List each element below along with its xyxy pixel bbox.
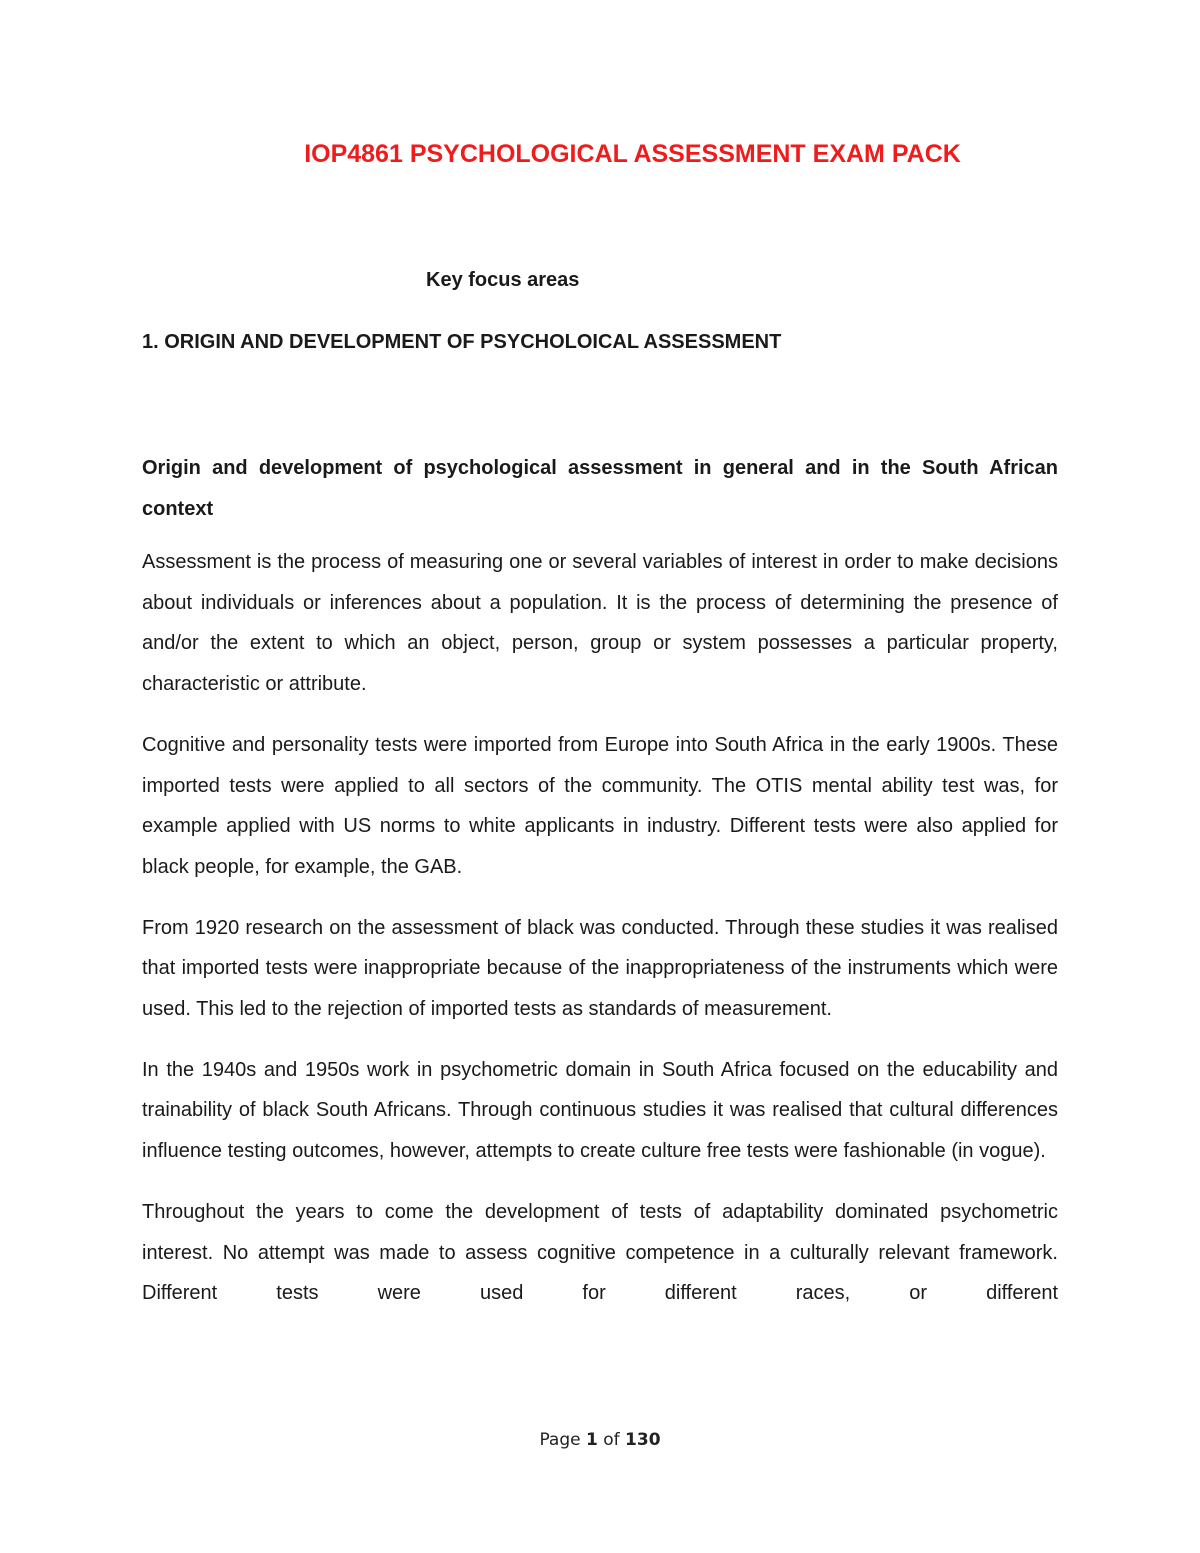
key-focus-heading: Key focus areas — [426, 269, 580, 291]
page-footer — [0, 1430, 1200, 1450]
paragraph: In the 1940s and 1950s work in psychometric domain in South Africa focused on the educability and trainability of black South Africans. Through continuous studies it was realised that cultural differences influence testing outcomes, however, attempts to create culture free tests were fashionable (in vogue). — [142, 1058, 1058, 1163]
paragraph: From 1920 research on the assessment of black was conducted. Through these studies it was realised that imported tests were inappropriate because of the inappropriateness of the instruments which were used. This led to the rejection of imported tests as standards of measurement. — [142, 916, 1058, 1021]
document-title: IOP4861 PSYCHOLOGICAL ASSESSMENT EXAM PACK — [304, 140, 961, 168]
section-heading: 1. ORIGIN AND DEVELOPMENT OF PSYCHOLOICAL ASSESSMENT — [142, 331, 782, 353]
paragraph: Assessment is the process of measuring one or several variables of interest in order to make decisions about individuals or inferences about a population. It is the process of determining the presence of and/or the extent to which an object, person, group or system possesses a particular property, characteristic or attribute. — [142, 551, 1058, 696]
page-number: 1 — [586, 1430, 598, 1450]
subheading: Origin and development of psychological assessment in general and in the South African context — [142, 457, 1058, 520]
page-label: Page — [539, 1430, 581, 1450]
paragraph: Throughout the years to come the development of tests of adaptability dominated psychometric interest. No attempt was made to assess cognitive competence in a culturally relevant framework. Different tests were used for different races, or different — [142, 1200, 1058, 1305]
total-pages: 130 — [625, 1430, 661, 1450]
paragraph: Cognitive and personality tests were imported from Europe into South Africa in the early 1900s. These imported tests were applied to all sectors of the community. The OTIS mental ability test was, for example applied with US norms to white applicants in industry. Different tests were also applied for black people, for example, the GAB. — [142, 733, 1058, 878]
body-text — [142, 542, 1058, 1334]
of-label: of — [603, 1430, 620, 1450]
